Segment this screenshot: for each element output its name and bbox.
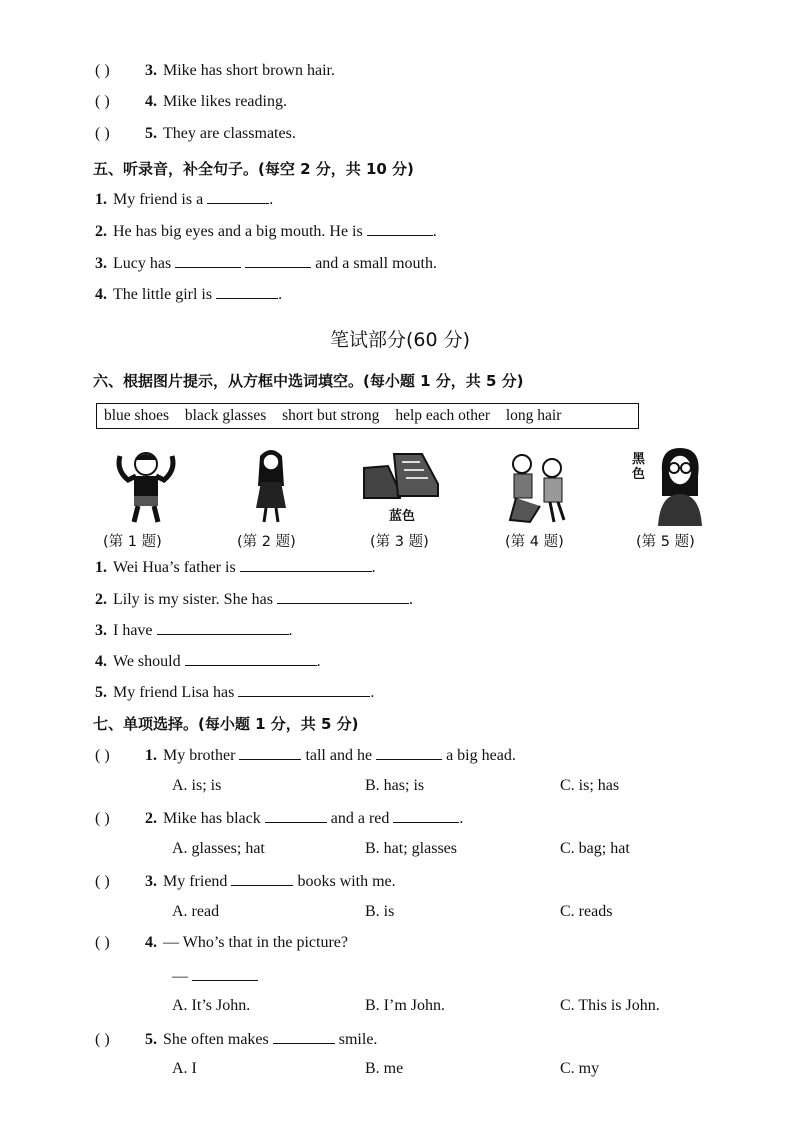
- option-b[interactable]: B. has; is: [365, 777, 425, 794]
- item-number: 2.: [95, 223, 107, 240]
- answer-blank[interactable]: [157, 620, 289, 635]
- tf-item: [95, 62, 335, 80]
- question-text: tall and he: [305, 747, 373, 764]
- option-c[interactable]: C. This is John.: [560, 997, 660, 1014]
- fill-item: [95, 189, 273, 209]
- item-number: 2.: [95, 591, 107, 608]
- item-text: The little girl is: [113, 286, 213, 303]
- answer-blank[interactable]: [216, 284, 278, 299]
- section7-heading: 七、单项选择。(每小题 1 分，共 5 分): [93, 715, 359, 733]
- item-number: 3.: [95, 255, 107, 272]
- section6-heading: 六、根据图片提示，从方框中选词填空。(每小题 1 分，共 5 分): [93, 372, 524, 390]
- answer-blank: [393, 808, 459, 823]
- item-text: Wei Hua’s father is: [113, 559, 236, 576]
- option-c[interactable]: C. reads: [560, 903, 613, 920]
- answer-blank: [231, 871, 293, 886]
- item-number: 2.: [145, 810, 157, 827]
- glasses-woman-picture: [650, 446, 710, 528]
- item-text: Mike likes reading.: [163, 93, 287, 110]
- answer-paren[interactable]: ( ): [95, 934, 110, 951]
- fill-item: [95, 557, 376, 577]
- item-text-end: .: [409, 591, 413, 608]
- item-text: My friend is a: [113, 191, 204, 208]
- choice-question: [95, 808, 463, 828]
- question-text: a big head.: [446, 747, 516, 764]
- item-text-end: .: [432, 223, 437, 240]
- choice-question: [95, 871, 396, 891]
- picture-caption: (第 2 题): [237, 534, 296, 550]
- answer-blank: [376, 745, 442, 760]
- strong-man-picture: [112, 446, 180, 526]
- answer-blank[interactable]: [277, 589, 409, 604]
- word-option: black glasses: [184, 407, 267, 424]
- tf-item: [95, 125, 296, 143]
- item-number: 3.: [145, 62, 157, 79]
- tf-item: [95, 93, 287, 111]
- answer-paren: ( ): [95, 62, 110, 79]
- item-text-end: .: [278, 286, 283, 303]
- choice-question: [95, 745, 516, 765]
- question-text: books with me.: [297, 873, 396, 890]
- option-a[interactable]: A. glasses; hat: [172, 840, 265, 857]
- item-number: 5.: [145, 1031, 157, 1048]
- item-text-end: .: [269, 191, 274, 208]
- answer-paren[interactable]: ( ): [95, 810, 110, 827]
- dialogue-reply-line: [172, 966, 258, 986]
- item-number: 5.: [145, 125, 157, 142]
- fill-item: [95, 284, 282, 304]
- option-a[interactable]: A. is; is: [172, 777, 222, 794]
- item-text: Lily is my sister. She has: [113, 591, 273, 608]
- item-text: They are classmates.: [163, 125, 296, 142]
- option-c[interactable]: C. bag; hat: [560, 840, 630, 857]
- question-text: smile.: [338, 1031, 378, 1048]
- item-number: 1.: [95, 191, 107, 208]
- choice-question: [95, 934, 348, 952]
- answer-paren[interactable]: ( ): [95, 873, 110, 890]
- word-option: blue shoes: [104, 407, 170, 424]
- word-option: long hair: [505, 407, 562, 424]
- question-text: — Who’s that in the picture?: [163, 934, 348, 951]
- fill-item: [95, 589, 413, 609]
- item-text-end: and a small mouth.: [315, 255, 437, 272]
- item-text-end: .: [371, 559, 376, 576]
- option-a[interactable]: A. It’s John.: [172, 997, 251, 1014]
- helping-kids-picture: [500, 450, 580, 526]
- item-number: 4.: [95, 653, 107, 670]
- answer-paren: ( ): [95, 93, 110, 110]
- answer-blank: [265, 808, 327, 823]
- option-c[interactable]: C. my: [560, 1060, 600, 1077]
- section5-heading: 五、听录音，补全句子。(每空 2 分，共 10 分): [93, 160, 414, 178]
- picture-caption: (第 3 题): [370, 534, 429, 550]
- picture-caption: (第 5 题): [636, 534, 695, 550]
- item-number: 4.: [145, 93, 157, 110]
- question-text: .: [459, 810, 464, 827]
- option-b[interactable]: B. me: [365, 1060, 404, 1077]
- fill-item: [95, 620, 293, 640]
- word-option: help each other: [395, 407, 490, 424]
- picture-caption: (第 1 题): [103, 534, 162, 550]
- option-b[interactable]: B. I’m John.: [365, 997, 445, 1014]
- answer-blank: [273, 1029, 335, 1044]
- fill-item: [95, 682, 374, 702]
- question-text: and a red: [330, 810, 390, 827]
- item-number: 1.: [145, 747, 157, 764]
- answer-blank[interactable]: [240, 557, 372, 572]
- written-part-title: 笔试部分(60 分): [329, 329, 471, 351]
- answer-blank: [192, 966, 258, 981]
- shoes-picture: [358, 448, 444, 504]
- item-text: I have: [113, 622, 153, 639]
- choice-question: [95, 1029, 377, 1049]
- item-number: 4.: [95, 286, 107, 303]
- picture-caption: (第 4 题): [505, 534, 564, 550]
- option-a[interactable]: A. I: [172, 1060, 197, 1077]
- answer-blank[interactable]: [367, 221, 433, 236]
- answer-blank[interactable]: [238, 682, 370, 697]
- question-text: Mike has black: [163, 810, 261, 827]
- item-text: Mike has short brown hair.: [163, 62, 335, 79]
- fill-item: [95, 651, 321, 671]
- item-text: We should: [113, 653, 181, 670]
- answer-blank[interactable]: [207, 189, 269, 204]
- answer-blank: [239, 745, 301, 760]
- item-number: 4.: [145, 934, 157, 951]
- option-b[interactable]: B. hat; glasses: [365, 840, 457, 857]
- question-text: My friend: [163, 873, 228, 890]
- question-text: My brother: [163, 747, 236, 764]
- item-text-end: .: [316, 653, 321, 670]
- item-text-end: .: [288, 622, 293, 639]
- item-number: 1.: [95, 559, 107, 576]
- option-b[interactable]: B. is: [365, 903, 395, 920]
- item-number: 3.: [95, 622, 107, 639]
- word-option: short but strong: [282, 407, 380, 424]
- answer-blank[interactable]: [185, 651, 317, 666]
- answer-blank[interactable]: [245, 253, 311, 268]
- option-c[interactable]: C. is; has: [560, 777, 620, 794]
- question-text: She often makes: [163, 1031, 269, 1048]
- answer-paren: ( ): [95, 125, 110, 142]
- item-number: 3.: [145, 873, 157, 890]
- answer-paren[interactable]: ( ): [95, 1031, 110, 1048]
- shoe-color-label: 蓝色: [389, 509, 416, 524]
- item-text: Lucy has: [113, 255, 172, 272]
- word-bank: [96, 403, 639, 429]
- item-text-end: .: [370, 684, 375, 701]
- fill-item: [95, 221, 437, 241]
- dash: —: [172, 968, 188, 985]
- fill-item: [95, 253, 437, 273]
- glasses-color-label: 黑色: [632, 452, 646, 482]
- item-text: He has big eyes and a big mouth. He is: [113, 223, 363, 240]
- answer-paren[interactable]: ( ): [95, 747, 110, 764]
- answer-blank[interactable]: [175, 253, 241, 268]
- long-hair-girl-picture: [246, 446, 296, 526]
- item-number: 5.: [95, 684, 107, 701]
- item-text: My friend Lisa has: [113, 684, 235, 701]
- option-a[interactable]: A. read: [172, 903, 220, 920]
